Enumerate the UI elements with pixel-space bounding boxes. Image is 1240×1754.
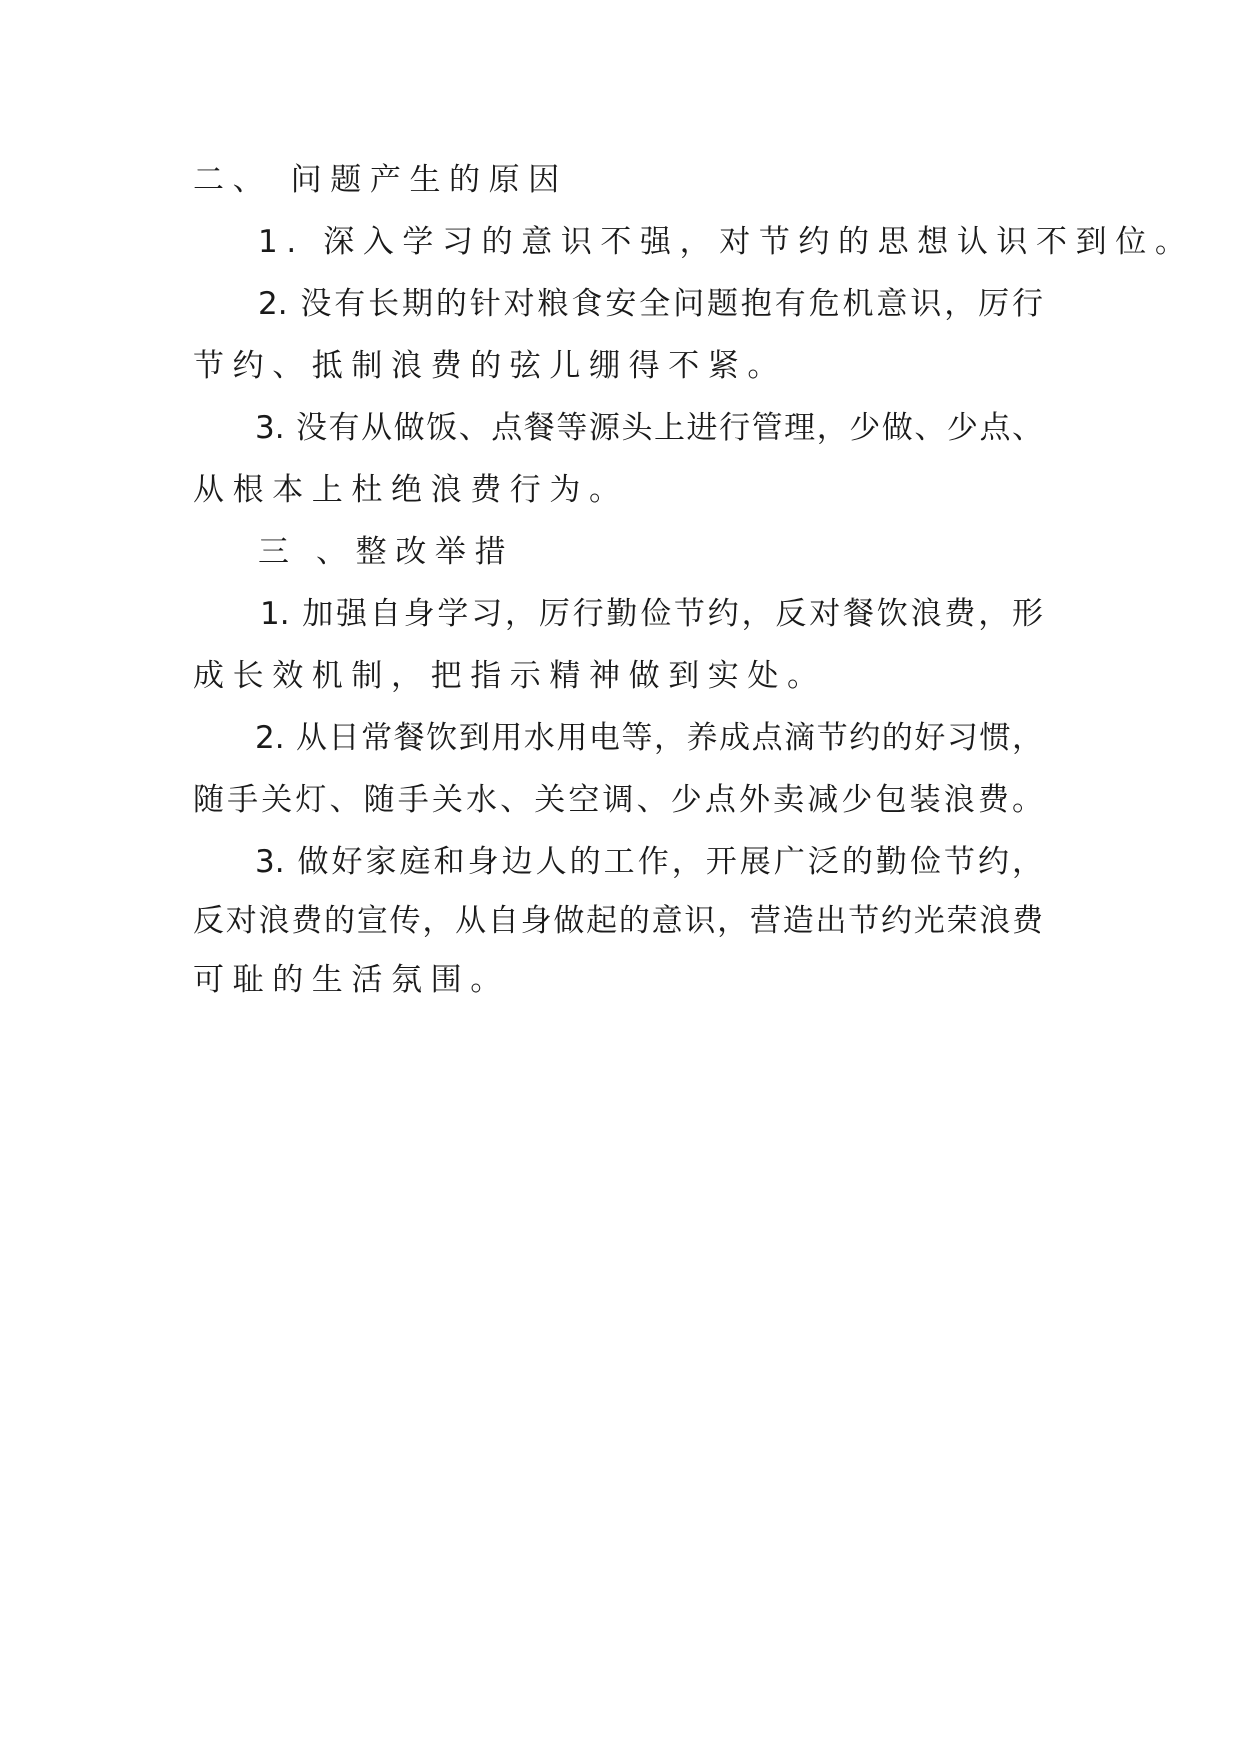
cause-item-2-line-2: 节约、抵制浪费的弦儿绷得不紧。 bbox=[193, 348, 787, 384]
section-heading-causes: 二、 问题产生的原因 bbox=[193, 162, 568, 198]
measure-item-2-line-1: 2. 从日常餐饮到用水用电等，养成点滴节约的好习惯， bbox=[255, 720, 1043, 756]
cause-item-2-line-1: 2. 没有长期的针对粮食安全问题抱有危机意识，厉行 bbox=[258, 286, 1043, 322]
section-heading-measures: 三 、整改举措 bbox=[258, 534, 515, 570]
cause-item-1: 1. 深入学习的意识不强，对节约的思想认识不到位。 bbox=[258, 224, 1195, 260]
measure-item-3-line-1: 3. 做好家庭和身边人的工作，开展广泛的勤俭节约， bbox=[255, 844, 1043, 880]
measure-item-3-line-3: 可耻的生活氛围。 bbox=[193, 962, 510, 998]
cause-item-3-line-2: 从根本上杜绝浪费行为。 bbox=[193, 472, 629, 508]
measure-item-3-line-2: 反对浪费的宣传，从自身做起的意识，营造出节约光荣浪费 bbox=[193, 903, 1043, 939]
measure-item-2-line-2: 随手关灯、随手关水、关空调、少点外卖减少包装浪费。 bbox=[193, 782, 1043, 818]
measure-item-1-line-2: 成长效机制，把指示精神做到实处。 bbox=[193, 658, 827, 694]
cause-item-3-line-1: 3. 没有从做饭、点餐等源头上进行管理，少做、少点、 bbox=[255, 410, 1043, 446]
measure-item-1-line-1: 1. 加强自身学习，厉行勤俭节约，反对餐饮浪费，形 bbox=[260, 596, 1043, 632]
